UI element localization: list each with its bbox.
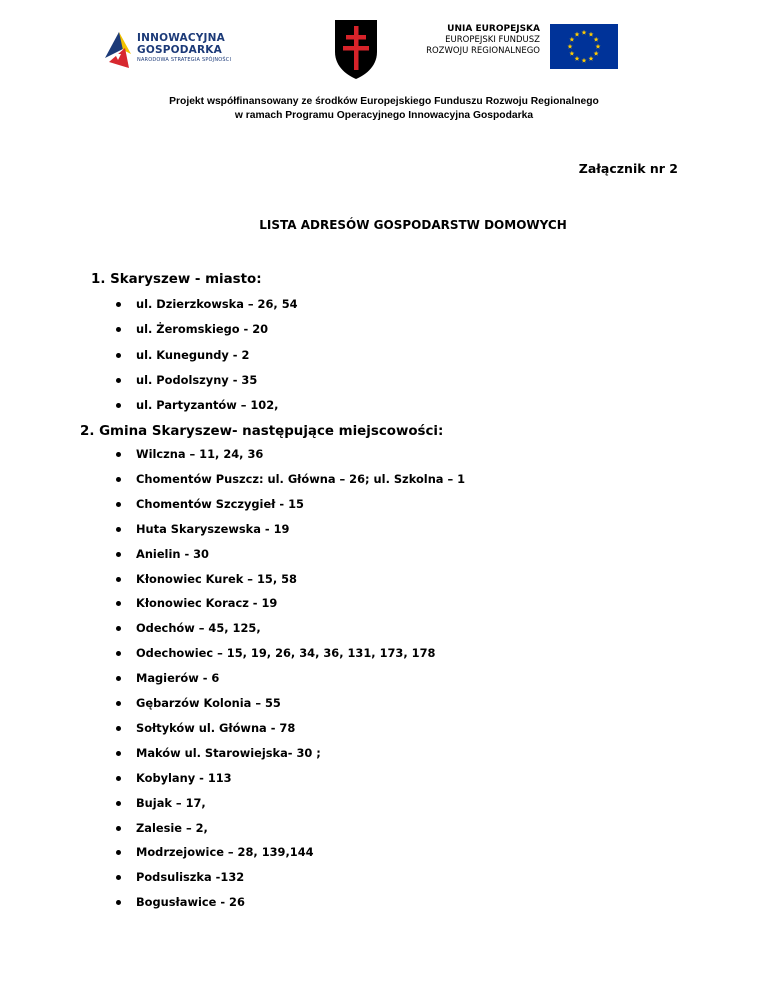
coat-of-arms-icon bbox=[333, 18, 379, 80]
list-item-text: Odechów – 45, 125, bbox=[136, 621, 261, 636]
list-item-text: Anielin - 30 bbox=[136, 546, 209, 561]
list-item-text: Modrzejowice – 28, 139,144 bbox=[136, 845, 314, 860]
ig-logo-subtitle: NARODOWA STRATEGIA SPÓJNOŚCI bbox=[137, 57, 232, 63]
eu-logo bbox=[412, 22, 622, 72]
bullet-icon bbox=[116, 850, 121, 855]
bullet-icon bbox=[116, 726, 121, 731]
bullet-icon bbox=[116, 651, 121, 656]
list-item-text: ul. Kunegundy - 2 bbox=[136, 347, 250, 362]
list-item-text: Wilczna – 11, 24, 36 bbox=[136, 447, 264, 461]
project-line1: Projekt współfinansowany ze środków Europejskiego Funduszu Rozwoju Regionalnego bbox=[169, 96, 599, 107]
eu-flag-icon bbox=[550, 24, 618, 69]
bullet-icon bbox=[116, 601, 121, 606]
list-item-text: Magierów - 6 bbox=[136, 671, 220, 686]
list-item-text: Chomentów Puszcz: ul. Główna – 26; ul. Szkolna – 1 bbox=[136, 471, 466, 486]
bullet-icon bbox=[116, 900, 121, 905]
bullet-icon bbox=[116, 875, 121, 880]
project-funding-note bbox=[0, 95, 768, 123]
bullet-icon bbox=[116, 327, 121, 332]
eu-logo-line1: EUROPEJSKI FUNDUSZ bbox=[445, 35, 540, 45]
list-item-text: Odechowiec – 15, 19, 26, 34, 36, 131, 173, 178 bbox=[136, 646, 436, 661]
list-item-text: ul. Podolszyny - 35 bbox=[136, 372, 258, 387]
bullet-icon bbox=[116, 477, 121, 482]
list-item-text: Huta Skaryszewska - 19 bbox=[136, 521, 290, 536]
bullet-icon bbox=[116, 676, 121, 681]
list-item-text: Chomentów Szczygieł - 15 bbox=[136, 496, 304, 511]
list-item-text: Gębarzów Kolonia – 55 bbox=[136, 696, 281, 710]
list-item-text: Podsuliszka -132 bbox=[136, 870, 245, 885]
innowacyjna-gospodarka-logo bbox=[103, 26, 243, 76]
ig-logo-line1: INNOWACYJNA bbox=[137, 32, 225, 44]
bullet-icon bbox=[116, 302, 121, 307]
document-title: LISTA ADRESÓW GOSPODARSTW DOMOWYCH bbox=[259, 218, 567, 232]
bullet-icon bbox=[116, 378, 121, 383]
list-item-text: ul. Dzierzkowska – 26, 54 bbox=[136, 297, 298, 311]
bullet-icon bbox=[116, 801, 121, 806]
bullet-icon bbox=[116, 527, 121, 532]
section1-heading: 1. Skaryszew - miasto: bbox=[91, 272, 262, 287]
bullet-icon bbox=[116, 552, 121, 557]
eu-logo-title: UNIA EUROPEJSKA bbox=[447, 24, 540, 34]
list-item-text: ul. Partyzantów – 102, bbox=[136, 398, 279, 413]
bullet-icon bbox=[116, 502, 121, 507]
bullet-icon bbox=[116, 353, 121, 358]
list-item-text: Maków ul. Starowiejska- 30 ; bbox=[136, 745, 321, 760]
bullet-icon bbox=[116, 626, 121, 631]
section2-heading: 2. Gmina Skaryszew- następujące miejscowości: bbox=[80, 424, 444, 439]
bullet-icon bbox=[116, 452, 121, 457]
bullet-icon bbox=[116, 826, 121, 831]
project-line2: w ramach Programu Operacyjnego Innowacyjna Gospodarka bbox=[234, 110, 534, 121]
list-item-text: ul. Żeromskiego - 20 bbox=[136, 322, 269, 337]
ig-logo-line2: GOSPODARKA bbox=[137, 44, 222, 56]
list-item-text: Bogusławice - 26 bbox=[136, 895, 245, 910]
list-item-text: Kłonowiec Koracz - 19 bbox=[136, 596, 278, 611]
list-item-text: Kłonowiec Kurek – 15, 58 bbox=[136, 571, 297, 586]
bullet-icon bbox=[116, 403, 121, 408]
ig-star-icon bbox=[103, 28, 133, 72]
list-item-text: Kobylany - 113 bbox=[136, 770, 232, 785]
annex-label: Załącznik nr 2 bbox=[578, 161, 678, 176]
bullet-icon bbox=[116, 577, 121, 582]
eu-logo-line2: ROZWOJU REGIONALNEGO bbox=[426, 46, 540, 56]
bullet-icon bbox=[116, 701, 121, 706]
list-item-text: Bujak – 17, bbox=[136, 795, 206, 810]
bullet-icon bbox=[116, 776, 121, 781]
list-item-text: Zalesie – 2, bbox=[136, 820, 208, 835]
bullet-icon bbox=[116, 751, 121, 756]
header-logos bbox=[0, 14, 768, 86]
list-item-text: Sołtyków ul. Główna - 78 bbox=[136, 720, 296, 735]
